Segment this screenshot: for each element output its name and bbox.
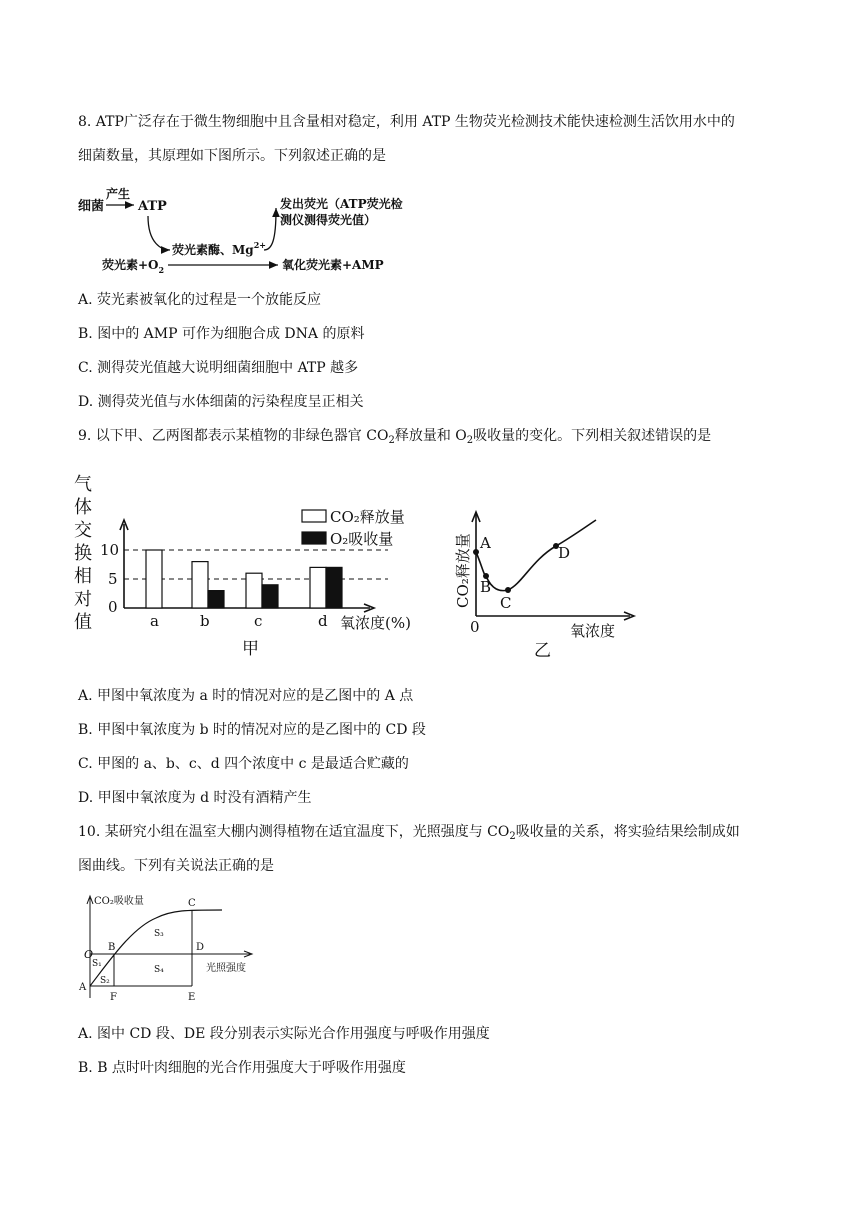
chart-jia-ytick-10: 10 <box>100 541 120 559</box>
q10-light-graph <box>76 888 266 1006</box>
chart-jia-ylabel <box>74 474 92 633</box>
legend-o2-swatch <box>302 532 326 544</box>
chart-yi-caption: 乙 <box>534 641 551 661</box>
ylabel-char-6: 值 <box>74 612 92 633</box>
ylabel-char-1: 体 <box>74 497 92 518</box>
chart-yi-curve <box>476 520 596 591</box>
q9-option-a: A. 甲图中氧浓度为 a 时的情况对应的是乙图中的 A 点 <box>78 688 414 704</box>
q10-region-s1: S₁ <box>92 959 102 969</box>
chart-yi-xlabel: 氧浓度 <box>570 622 616 640</box>
q8-stem-line2: 细菌数量，其原理如下图所示。下列叙述正确的是 <box>78 148 386 164</box>
ylabel-char-5: 对 <box>74 589 92 610</box>
q10-option-b: B. B 点时叶肉细胞的光合作用强度大于呼吸作用强度 <box>78 1060 406 1076</box>
chart-jia-caption: 甲 <box>242 639 259 659</box>
label-produce: 产生 <box>106 187 131 201</box>
q10-label-f: F <box>110 992 117 1003</box>
q8-option-a: A. 荧光素被氧化的过程是一个放能反应 <box>78 292 322 308</box>
legend-co2-label: CO₂释放量 <box>330 508 405 526</box>
q8-option-d: D. 测得荧光值与水体细菌的污染程度呈正相关 <box>78 394 364 410</box>
point-a <box>473 549 479 555</box>
point-d-label: D <box>558 544 571 562</box>
chart-jia-xlabel: 氧浓度(%) <box>340 614 411 632</box>
q10-region-s2: S₂ <box>100 976 110 986</box>
label-atp: ATP <box>138 199 167 214</box>
bar-co2-b <box>192 562 208 608</box>
chart-jia-xticks <box>150 612 328 630</box>
q10-region-s3: S₃ <box>154 929 164 939</box>
label-reactant: 荧光素$+O_2$ <box>102 258 165 275</box>
chart-jia-ytick-5: 5 <box>108 570 118 588</box>
bar-o2-c <box>262 585 278 608</box>
legend-co2-swatch <box>302 510 326 522</box>
q8-atp-diagram <box>76 180 406 280</box>
label-emit-line2: 测仪测得荧光值） <box>280 213 377 227</box>
xtick-c: c <box>254 612 263 630</box>
xtick-b: b <box>200 612 210 630</box>
point-b-label: B <box>480 578 492 596</box>
q10-xlabel: 光照强度 <box>206 963 246 974</box>
ylabel-char-3: 换 <box>74 543 92 564</box>
label-enzyme: 荧光素酶、$Mg^{2+}$ <box>172 240 266 257</box>
q10-region-s4: S₄ <box>154 965 164 975</box>
xtick-d: d <box>318 612 328 630</box>
point-c <box>505 587 511 593</box>
q10-label-b: B <box>108 942 116 953</box>
chart-yi <box>446 504 646 664</box>
chart-yi-ylabel: CO₂释放量 <box>454 533 472 608</box>
label-bacteria: 细菌 <box>78 199 105 214</box>
legend-o2-label: O₂吸收量 <box>330 530 394 548</box>
q9-stem: 9. 以下甲、乙两图都表示某植物的非绿色器官 $CO_2$释放量和 $O_2$吸收量的变化。下列相关叙述错误的是 <box>78 428 712 446</box>
q10-option-a: A. 图中 CD 段、DE 段分别表示实际光合作用强度与呼吸作用强度 <box>78 1026 490 1042</box>
chart-yi-origin: 0 <box>470 618 480 636</box>
point-a-label: A <box>480 534 491 552</box>
xtick-a: a <box>150 612 159 630</box>
q10-ylabel: CO₂吸收量 <box>94 896 144 907</box>
q9-option-c: C. 甲图的 a、b、c、d 四个浓度中 c 是最适合贮藏的 <box>78 756 409 772</box>
bar-o2-b <box>208 591 224 608</box>
q10-label-a: A <box>79 982 87 993</box>
point-c-label: C <box>500 594 512 612</box>
bar-co2-a <box>146 550 162 608</box>
q8-option-c: C. 测得荧光值越大说明细菌细胞中 ATP 越多 <box>78 360 359 376</box>
bar-co2-d <box>310 567 326 608</box>
q10-label-e: E <box>188 992 196 1003</box>
label-emit-line1: 发出荧光（ATP荧光检 <box>280 197 403 211</box>
ylabel-char-4: 相 <box>74 566 92 587</box>
ylabel-char-0: 气 <box>74 474 92 495</box>
q9-option-d: D. 甲图中氧浓度为 d 时没有酒精产生 <box>78 790 312 806</box>
q8-option-b: B. 图中的 AMP 可作为细胞合成 DNA 的原料 <box>78 326 365 342</box>
q10-label-o: O <box>84 948 94 961</box>
bar-co2-c <box>246 573 262 608</box>
q10-stem-line2: 图曲线。下列有关说法正确的是 <box>78 858 274 874</box>
q8-stem-line1: 8. ATP广泛存在于微生物细胞中且含量相对稳定，利用 ATP 生物荧光检测技术能快速检测生活饮用水中的 <box>78 114 735 130</box>
label-product: 氧化荧光素+AMP <box>282 258 384 272</box>
ylabel-char-2: 交 <box>74 520 92 541</box>
bar-o2-d <box>326 567 342 608</box>
q10-label-d: D <box>196 942 205 953</box>
q10-stem-line1: 10. 某研究小组在温室大棚内测得植物在适宜温度下，光照强度与 $CO_2$吸收量的关系，将实验结果绘制成如 <box>78 824 740 842</box>
q10-label-c: C <box>188 898 196 909</box>
arrow-atp-to-enzyme <box>148 216 170 250</box>
chart-jia-ytick-0: 0 <box>108 598 118 616</box>
chart-jia <box>70 466 430 662</box>
q9-option-b: B. 甲图中氧浓度为 b 时的情况对应的是乙图中的 CD 段 <box>78 722 426 738</box>
